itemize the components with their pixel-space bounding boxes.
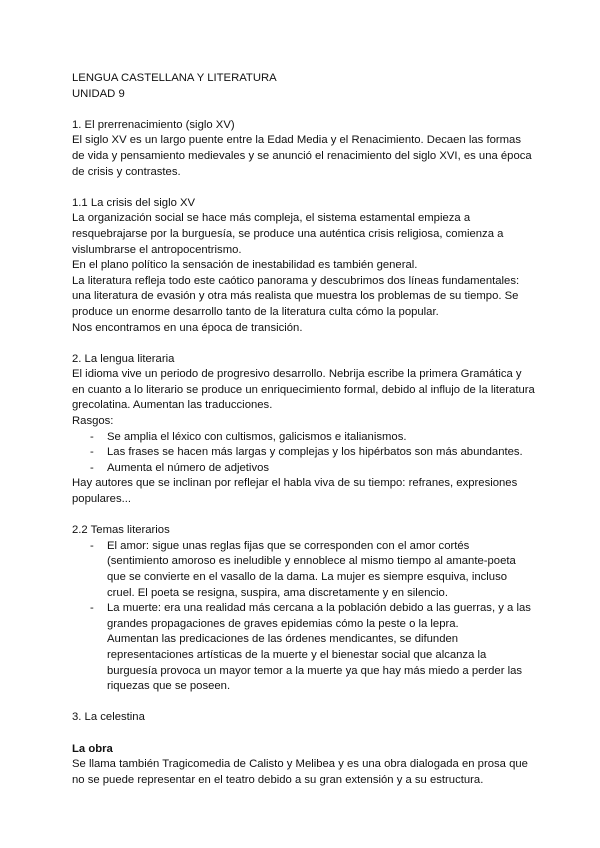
list-item-text: Las frases se hacen más largas y complejas y los hipérbatos son más abundantes. bbox=[107, 446, 523, 459]
list-item-continuation: cruel. El poeta se resigna, suspira, ama discretamente y en silencio. bbox=[107, 586, 448, 599]
list-item-continuation: Aumentan las predicaciones de las órdenes mendicantes, se difunden bbox=[107, 633, 459, 646]
paragraph-line: Hay autores que se inclinan por reflejar el habla viva de su tiempo: refranes, expresiones bbox=[72, 477, 518, 490]
paragraph-line: no se puede representar en el teatro debido a su gran extensión y a su estructura. bbox=[72, 773, 484, 786]
list-item-text: La muerte: era una realidad más cercana a la población debido a las guerras, y a las bbox=[107, 602, 531, 615]
paragraph-line: Nos encontramos en una época de transición. bbox=[72, 321, 303, 334]
document-page bbox=[72, 71, 535, 788]
paragraph-line: La literatura refleja todo este caótico panorama y descubrimos dos líneas fundamentales: bbox=[72, 274, 520, 287]
dash-bullet: - bbox=[90, 430, 94, 443]
paragraph-line: produce un enorme desarrollo tanto de la literatura culta cómo la popular. bbox=[72, 305, 439, 318]
list-item-continuation: riquezas que se poseen. bbox=[107, 680, 231, 693]
unit-title: UNIDAD 9 bbox=[72, 87, 125, 100]
section-2-2-title: 2.2 Temas literarios bbox=[72, 524, 170, 537]
list-item bbox=[72, 461, 532, 477]
subject-title: LENGUA CASTELLANA Y LITERATURA bbox=[72, 72, 277, 84]
paragraph-line: de crisis y contrastes. bbox=[72, 165, 181, 178]
paragraph-line: El siglo XV es un largo puente entre la Edad Media y el Renacimiento. Decaen las formas bbox=[72, 134, 521, 147]
dash-bullet: - bbox=[90, 461, 94, 474]
section-3-title: 3. La celestina bbox=[72, 711, 145, 724]
paragraph-line: resquebrajarse por la burguesía, se produce una auténtica crisis religiosa, comienza a bbox=[72, 227, 504, 240]
paragraph-line: La organización social se hace más compleja, el sistema estamental empieza a bbox=[72, 212, 471, 225]
paragraph-line: una literatura de evasión y otra más realista que muestra los problemas de su tiempo. Se bbox=[72, 290, 519, 303]
paragraph-line: Rasgos: bbox=[72, 415, 114, 428]
paragraph-line: de vida y pensamiento medievales y se anunció el renacimiento del siglo XVI, es una época bbox=[72, 149, 532, 162]
dash-bullet: - bbox=[90, 539, 94, 552]
paragraph-line: grecolatina. Aumentan las traducciones. bbox=[72, 399, 273, 412]
list-item-text: Se amplia el léxico con cultismos, galicismos e italianismos. bbox=[107, 430, 407, 443]
paragraph-line: populares... bbox=[72, 493, 132, 506]
list-item bbox=[72, 601, 532, 617]
subsection-title: La obra bbox=[72, 742, 113, 755]
list-item-continuation: burguesía provoca un mayor temor a la muerte ya que hay más miedo a perder las bbox=[107, 664, 523, 677]
list-item bbox=[72, 445, 532, 461]
paragraph-line: vislumbrarse el antropocentrismo. bbox=[72, 243, 242, 256]
dash-bullet: - bbox=[90, 446, 94, 459]
list-item-continuation: grandes propagaciones de graves epidemias cómo la peste o la lepra. bbox=[107, 617, 459, 630]
section-1-title: 1. El prerrenacimiento (siglo XV) bbox=[72, 118, 235, 131]
list-item-continuation: que se convierte en el vasallo de la dama. La mujer es siempre esquiva, incluso bbox=[107, 571, 508, 583]
list-item-text: El amor: sigue unas reglas fijas que se corresponden con el amor cortés bbox=[107, 539, 470, 552]
list-item bbox=[72, 539, 532, 555]
paragraph-line: en cuanto a lo literario se produce un enriquecimiento formal, debido al influjo de la literatura bbox=[72, 383, 535, 396]
list-item-continuation: (sentimiento amoroso es ineludible y ennoblece al mismo tiempo al amante-poeta bbox=[107, 555, 516, 568]
list-item bbox=[72, 430, 532, 446]
paragraph-line: El idioma vive un periodo de progresivo desarrollo. Nebrija escribe la primera Gramática y bbox=[72, 368, 522, 381]
list-item-continuation: representaciones artísticas de la muerte y el bienestar social que alcanza la bbox=[107, 648, 487, 661]
section-1-1-title: 1.1 La crisis del siglo XV bbox=[72, 196, 196, 209]
paragraph-line: En el plano político la sensación de inestabilidad es también general. bbox=[72, 259, 418, 272]
paragraph-line: Se llama también Tragicomedia de Calisto y Melibea y es una obra dialogada en prosa que bbox=[72, 758, 528, 771]
list-item-text: Aumenta el número de adjetivos bbox=[107, 461, 270, 474]
section-2-title: 2. La lengua literaria bbox=[72, 352, 175, 365]
dash-bullet: - bbox=[90, 602, 94, 615]
